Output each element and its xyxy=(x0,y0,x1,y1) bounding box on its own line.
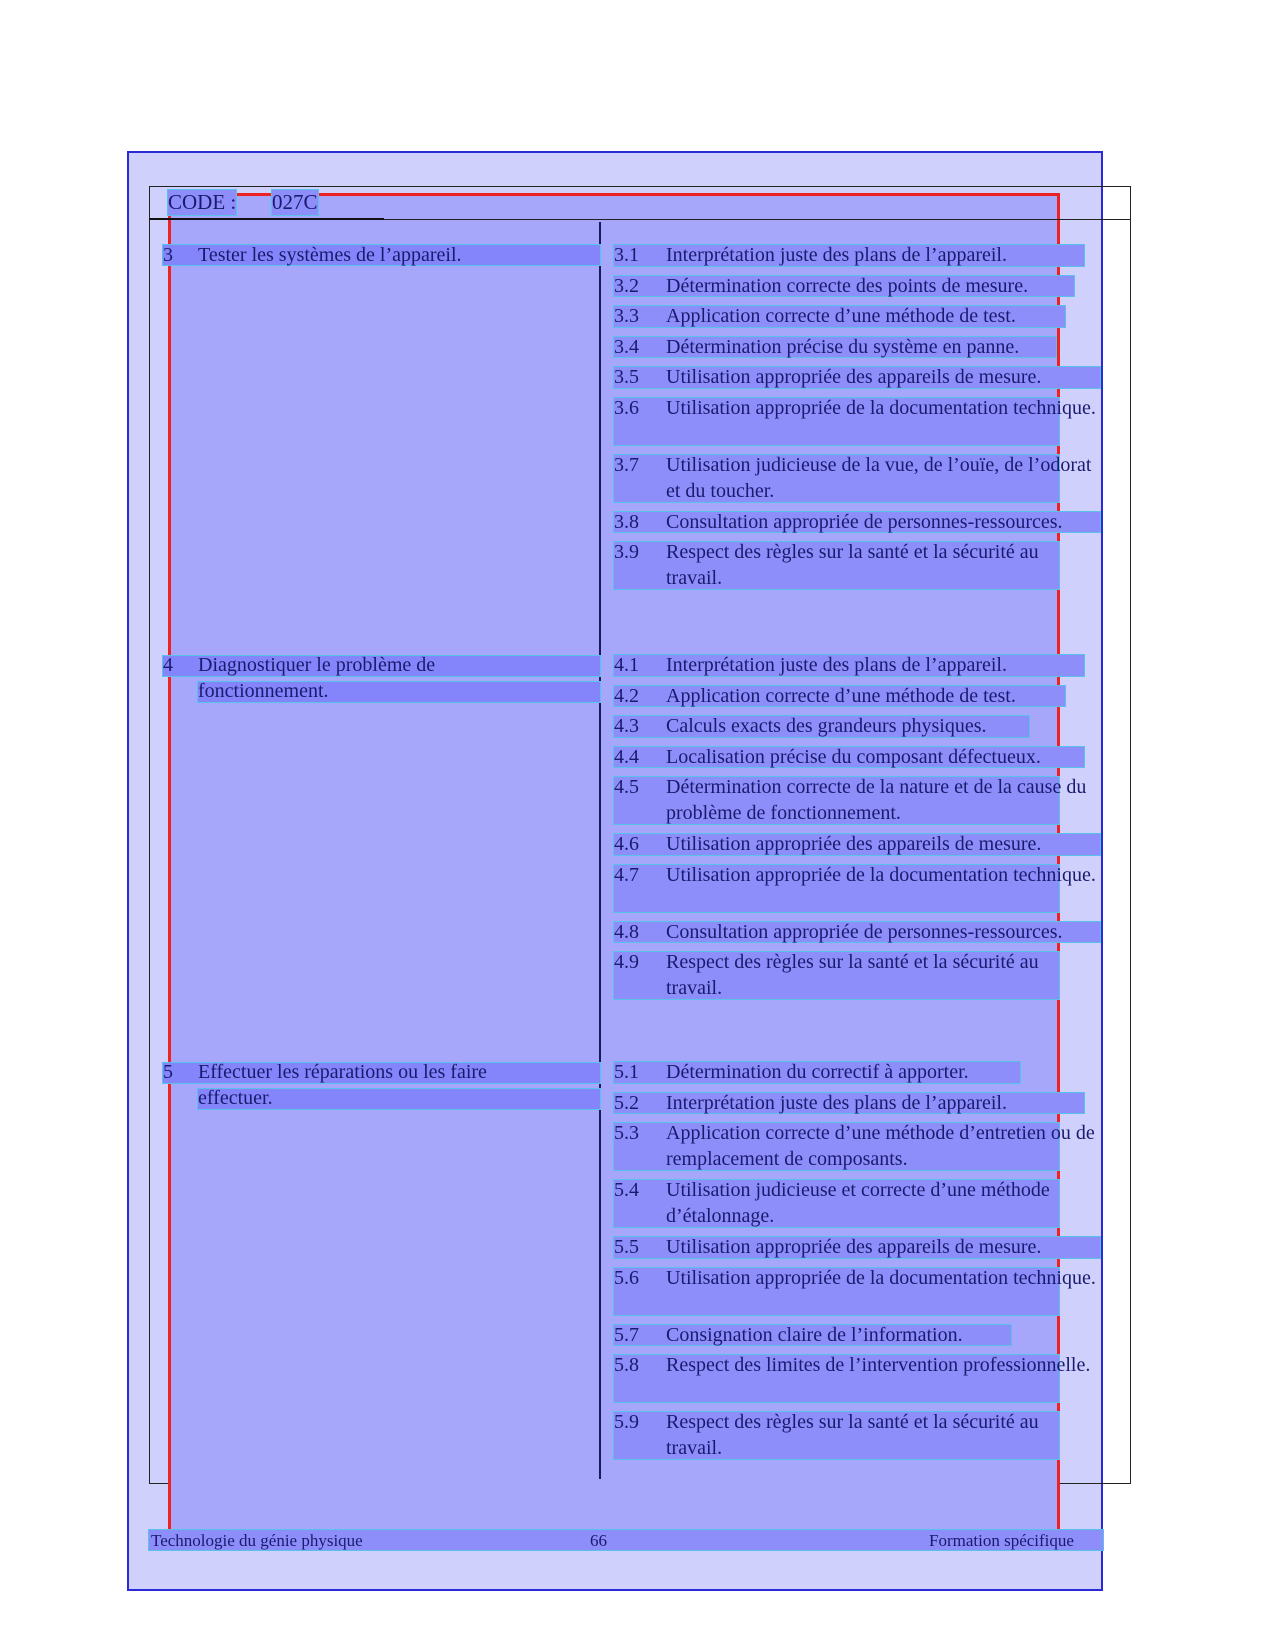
criterion-item xyxy=(614,395,1104,448)
criterion-number: 5.7 xyxy=(614,1323,639,1346)
criterion-number: 3.8 xyxy=(614,510,639,533)
criterion-number: 3.9 xyxy=(614,541,639,563)
criterion-number: 4.1 xyxy=(614,654,639,676)
criterion-text: Respect des règles sur la santé et la sécurité au travail. xyxy=(666,1411,1039,1459)
criterion-number: 5.1 xyxy=(614,1061,639,1083)
competency-number: 3 xyxy=(163,244,173,266)
criterion-number: 5.3 xyxy=(614,1122,639,1144)
criterion-text: Consultation appropriée de personnes-ressources. xyxy=(666,920,1063,943)
criterion-item xyxy=(614,713,1104,740)
criterion-text: Utilisation judicieuse de la vue, de l’ouïe, de l’odorat et du toucher. xyxy=(666,453,1092,502)
page-number: 66 xyxy=(590,1531,607,1550)
criterion-item xyxy=(614,831,1104,858)
criterion-text: Consignation claire de l’information. xyxy=(666,1323,963,1346)
criterion-number: 4.4 xyxy=(614,745,639,768)
criterion-number: 4.5 xyxy=(614,776,639,798)
criterion-text: Respect des règles sur la santé et la sécurité au travail. xyxy=(666,951,1039,999)
competency-text: Tester les systèmes de l’appareil. xyxy=(198,244,462,266)
criterion-text: Utilisation appropriée des appareils de mesure. xyxy=(666,366,1042,388)
criterion-item xyxy=(614,1059,1104,1086)
criterion-number: 5.2 xyxy=(614,1091,639,1114)
criterion-item xyxy=(614,744,1104,771)
criterion-text: Consultation appropriée de personnes-ressources. xyxy=(666,510,1063,533)
criterion-item xyxy=(614,1322,1104,1349)
code-value: 027C xyxy=(272,190,318,214)
competency-number: 4 xyxy=(163,654,173,676)
criterion-number: 3.7 xyxy=(614,453,639,476)
criterion-number: 3.1 xyxy=(614,244,639,266)
criterion-text: Utilisation appropriée des appareils de mesure. xyxy=(666,833,1042,855)
criterion-item xyxy=(614,273,1104,300)
criterion-number: 4.9 xyxy=(614,951,639,973)
competency-number: 5 xyxy=(163,1061,173,1083)
criterion-number: 5.8 xyxy=(614,1354,639,1376)
criterion-item xyxy=(614,652,1104,679)
code-label: CODE : xyxy=(168,190,237,214)
criterion-number: 5.9 xyxy=(614,1411,639,1433)
criterion-text: Utilisation judicieuse et correcte d’une méthode d’étalonnage. xyxy=(666,1179,1050,1227)
criterion-text: Détermination du correctif à apporter. xyxy=(666,1061,969,1083)
criterion-item xyxy=(614,334,1104,361)
criterion-number: 3.4 xyxy=(614,335,639,358)
criterion-number: 5.5 xyxy=(614,1236,639,1258)
criterion-number: 3.6 xyxy=(614,396,639,419)
criterion-item xyxy=(614,774,1104,827)
criterion-text: Utilisation appropriée de la documentation technique. xyxy=(666,396,1096,419)
criterion-item xyxy=(614,303,1104,330)
criterion-item xyxy=(614,509,1104,536)
criterion-item xyxy=(614,242,1104,269)
criterion-text: Utilisation appropriée de la documentation technique. xyxy=(666,863,1096,886)
criterion-item xyxy=(614,539,1104,592)
criterion-text: Calculs exacts des grandeurs physiques. xyxy=(666,715,987,737)
criterion-number: 3.2 xyxy=(614,274,639,297)
criterion-text: Respect des règles sur la santé et la sécurité au travail. xyxy=(666,541,1039,589)
column-divider xyxy=(599,222,601,1479)
criterion-item xyxy=(614,1120,1104,1173)
criterion-item xyxy=(614,919,1104,946)
criterion-number: 5.4 xyxy=(614,1179,639,1201)
criterion-number: 4.6 xyxy=(614,833,639,855)
criterion-number: 3.5 xyxy=(614,366,639,388)
criterion-item xyxy=(614,1234,1104,1261)
criterion-text: Détermination correcte de la nature et de la cause du problème de fonctionnement. xyxy=(666,776,1087,824)
criterion-item xyxy=(614,452,1104,505)
criterion-item xyxy=(614,1265,1104,1318)
criterion-item xyxy=(614,862,1104,915)
criterion-text: Interprétation juste des plans de l’appareil. xyxy=(666,1091,1007,1114)
criterion-text: Application correcte d’une méthode de test. xyxy=(666,684,1016,707)
criterion-number: 4.2 xyxy=(614,684,639,707)
criterion-text: Utilisation appropriée de la documentation technique. xyxy=(666,1266,1096,1289)
criterion-item xyxy=(614,949,1104,1002)
criterion-item xyxy=(614,1352,1104,1405)
criterion-number: 3.3 xyxy=(614,305,639,327)
code-underline xyxy=(149,218,384,220)
criterion-item xyxy=(614,683,1104,710)
competency-text: Diagnostiquer le problème de fonctionnement. xyxy=(198,654,436,702)
criterion-item xyxy=(614,1177,1104,1230)
footer-left: Technologie du génie physique xyxy=(151,1531,363,1550)
criterion-number: 4.3 xyxy=(614,715,639,737)
criterion-text: Application correcte d’une méthode de test. xyxy=(666,305,1016,327)
footer-right: Formation spécifique xyxy=(929,1531,1074,1550)
criterion-item xyxy=(614,1409,1104,1462)
criterion-text: Application correcte d’une méthode d’entretien ou de remplacement de composants. xyxy=(666,1122,1095,1170)
criterion-text: Détermination précise du système en panne. xyxy=(666,335,1020,358)
criterion-text: Utilisation appropriée des appareils de mesure. xyxy=(666,1236,1042,1258)
criterion-number: 4.8 xyxy=(614,920,639,943)
criterion-text: Détermination correcte des points de mesure. xyxy=(666,274,1029,297)
criterion-item xyxy=(614,1090,1104,1117)
criterion-text: Localisation précise du composant défectueux. xyxy=(666,745,1041,768)
criterion-text: Interprétation juste des plans de l’appareil. xyxy=(666,244,1007,266)
criterion-text: Respect des limites de l’intervention professionnelle. xyxy=(666,1354,1091,1376)
criterion-item xyxy=(614,364,1104,391)
criterion-number: 5.6 xyxy=(614,1266,639,1289)
criterion-text: Interprétation juste des plans de l’appareil. xyxy=(666,654,1007,676)
competency-text: Effectuer les réparations ou les faire effectuer. xyxy=(198,1061,487,1109)
criterion-number: 4.7 xyxy=(614,863,639,886)
